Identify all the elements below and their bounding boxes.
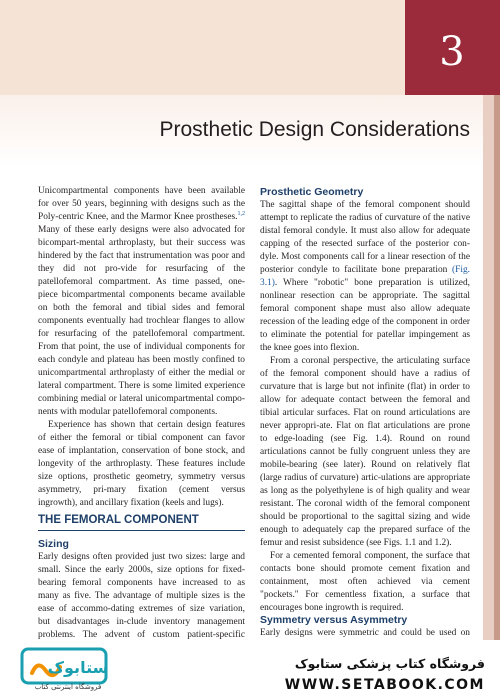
sizing-section — [38, 537, 245, 655]
intro-paragraph-1: Unicompartmental components have been available for over 50 years, beginning with designs such as the Poly-centric Knee, and the Marmor Knee prostheses.$^{1,2}$ Many of these early designs were also advocated for bicompart-mental arthroplasty, but their success was hindered by the fact that instrumentation was poor and they did not pro-vide for resurfacing of the patellofemoral compartment. As time passed, one-piece bicompartmental components became available on both the femoral and tibial sides and femoral components eventually had trochlear flanges to allow for resurfacing of the patellofemoral compartment. From that point, the use of individual components for each condyle and plateau has been mostly confined to unicompartmental arthroplasty of either the medial or lateral compartment. There is some limited experience combining medial or lateral unicompartmental compo-nents with modular patellofemoral components. — [38, 186, 245, 417]
sizing-heading: Sizing — [38, 538, 69, 550]
intro-paragraph-2: Experience has shown that certain design features of either the femoral or tibial component can favor ease of implantation, conservation of bone stock, and longevity of the arthroplasty. These features include size options, prosthetic geometry, symmetry versus asymmetry, pri-mary fixation (cement versus ingrowth), and ancillary fixation (keels and lugs). — [38, 420, 245, 508]
geometry-paragraph-1: The sagittal shape of the femoral component should attempt to replicate the radius of curvature of the native distal femoral condyle. It must also allow for adequate capping of the resected surface of the posterior con-dyle. Most components call for a linear resection of the posterior condyle to facilitate bone preparation (Fig. 3.1). Where "robotic" bone preparation is utilized, nonlinear resection can be appropriate. The sagittal femoral component shape must also allow adequate recession of the leading edge of the component in order to eliminate the potential for patellar impingement as the knee goes into flexion. — [260, 200, 470, 353]
section-divider — [38, 530, 245, 531]
page-edge-rule-inner — [494, 95, 500, 700]
section-heading-femoral-component: THE FEMORAL COMPONENT — [38, 514, 199, 526]
symmetry-paragraph: Early designs were symmetric and could be used on — [260, 628, 470, 638]
geometry-paragraph-2: From a coronal perspective, the articulating surface of the femoral component should have a radius of curvature that is large but not infinite (flat) in order to allow for adequate contact between the femoral and tibial articular surfaces. Flat on round articulations are never appropri-ate. Flat on flat articulations are prone to edge-loading (see Fig. 1.4). Round on round articulations cannot be fully congruent unless they are mobile-bearing (see later). Round on relatively flat (large radius of curvature) artic-ulations are appropriate as long as the polyethylene is of high quality and wear resistant. The coronal width of the femoral component should be proportional to the sagittal sizing and wide enough to adequately cap the prepared surface of the femur and resist subsidence (see Figs. 1.1 and 1.2). — [260, 356, 470, 548]
sizing-paragraph: Early designs often provided just two sizes: large and small. Since the early 2000s, size options for fixed-bearing femoral components have increased to as many as five. The advantage of multiple sizes is the ease of accommo-dating extremes of size variation, but disadvantages in-clude inventory management problems. The advent of custom patient-specific — [38, 552, 245, 640]
prosthetic-geometry-heading: Prosthetic Geometry — [260, 186, 364, 198]
chapter-title: Prosthetic Design Considerations — [159, 118, 470, 141]
reference-superscript[interactable]: 1,2 — [237, 210, 245, 217]
left-column-intro — [38, 185, 245, 510]
logo-text: ستابوک — [47, 658, 109, 677]
right-column — [260, 185, 470, 615]
symmetry-heading: Symmetry versus Asymmetry — [260, 614, 408, 626]
figure-link[interactable]: (Fig. 3.1) — [260, 265, 470, 288]
store-name: فروشگاه کتاب پزشکی ستابوک — [294, 656, 485, 671]
geometry-paragraph-3: For a cemented femoral component, the surface that contacts bone should promote cement fixation and containment, most often achieved via cement "pockets." For cementless fixation, a surface that encourages bone ingrowth is required. — [260, 551, 470, 613]
chapter-number: 3 — [439, 29, 465, 75]
store-url-link[interactable]: WWW.SETABOOK.COM — [284, 677, 485, 693]
logo-subtitle: فروشگاه اینترنتی کتاب — [34, 683, 102, 691]
